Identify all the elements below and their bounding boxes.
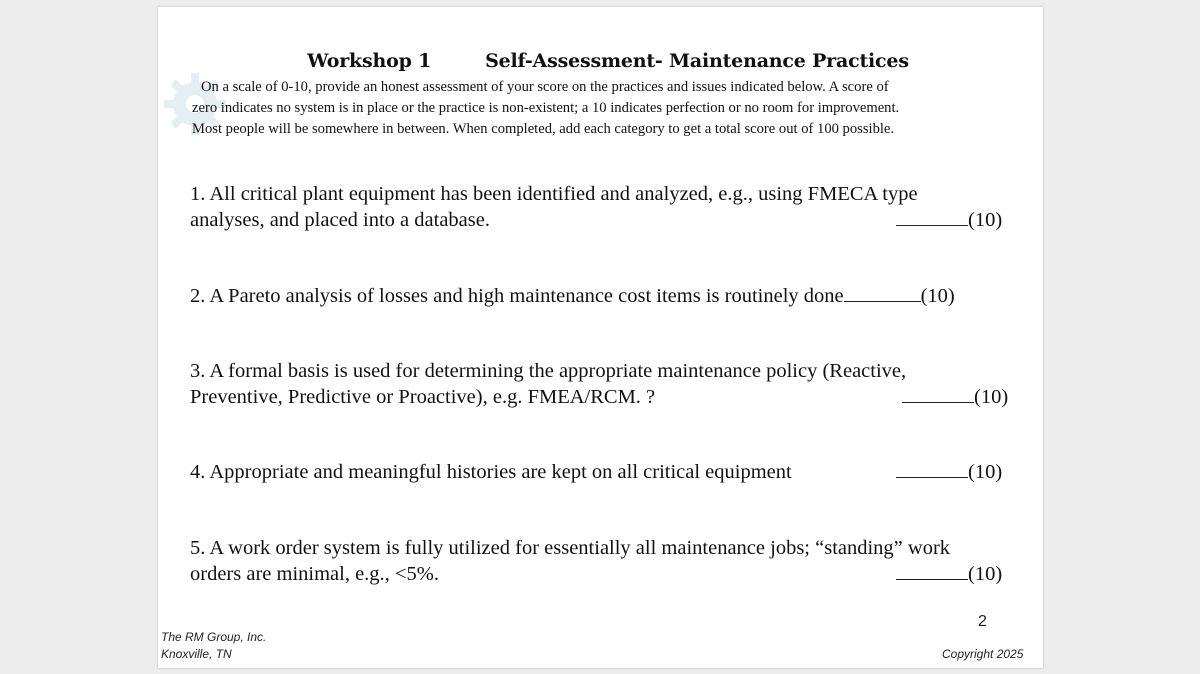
- question-3-line-2: Preventive, Predictive or Proactive), e.g. FMEA/RCM. ?: [190, 386, 656, 408]
- question-2-text: 2. A Pareto analysis of losses and high maintenance cost items is routinely done: [190, 285, 844, 307]
- question-5-line-1: 5. A work order system is fully utilized for essentially all maintenance jobs; “standing” work: [190, 537, 951, 559]
- question-1-line-1: 1. All critical plant equipment has been identified and analyzed, e.g., using FMECA type: [190, 183, 918, 205]
- question-5: [190, 535, 1003, 587]
- score-blank: [844, 283, 921, 302]
- question-5-score: [896, 561, 1002, 587]
- workshop-label: Workshop 1: [307, 50, 432, 72]
- question-4: [190, 459, 1003, 485]
- max-score: (10): [974, 386, 1009, 408]
- max-score: (10): [968, 209, 1003, 231]
- max-score: (10): [968, 563, 1003, 585]
- copyright: Copyright 2025: [942, 647, 1024, 661]
- instructions: [192, 77, 1038, 140]
- question-3-score: [902, 384, 1008, 410]
- question-5-line-2: orders are minimal, e.g., <5%.: [190, 563, 439, 585]
- score-blank: [896, 561, 968, 580]
- instructions-line-2: zero indicates no system is in place or the practice is non-existent; a 10 indicates perfection or no room for improvement.: [192, 100, 900, 116]
- score-blank: [896, 459, 968, 478]
- assessment-title: Self-Assessment- Maintenance Practices: [485, 50, 909, 72]
- question-4-line-1: 4. Appropriate and meaningful histories are kept on all critical equipment: [190, 461, 792, 483]
- company-name: The RM Group, Inc.: [161, 630, 267, 644]
- instructions-line-3: Most people will be somewhere in between. When completed, add each category to get a total score out of 100 possible.: [192, 121, 895, 137]
- slide: [158, 7, 1043, 668]
- page-number: 2: [978, 613, 987, 630]
- max-score: (10): [920, 285, 955, 307]
- question-3: [190, 358, 1009, 410]
- max-score: (10): [968, 461, 1003, 483]
- score-blank: [896, 207, 968, 226]
- company-location: Knoxville, TN: [161, 647, 232, 661]
- question-1-line-2: analyses, and placed into a database.: [190, 209, 490, 231]
- score-blank: [902, 384, 974, 403]
- question-2: [190, 283, 955, 309]
- question-4-score: [896, 459, 1002, 485]
- question-2-line-1: [190, 283, 955, 309]
- page-title: [158, 50, 1043, 72]
- question-1-score: [896, 207, 1002, 233]
- footer-company-info: [161, 629, 266, 663]
- question-3-line-1: 3. A formal basis is used for determining the appropriate maintenance policy (Reactive,: [190, 360, 907, 382]
- instructions-line-1: On a scale of 0-10, provide an honest assessment of your score on the practices and issues indicated below. A score of: [201, 79, 889, 95]
- question-1: [190, 181, 1003, 233]
